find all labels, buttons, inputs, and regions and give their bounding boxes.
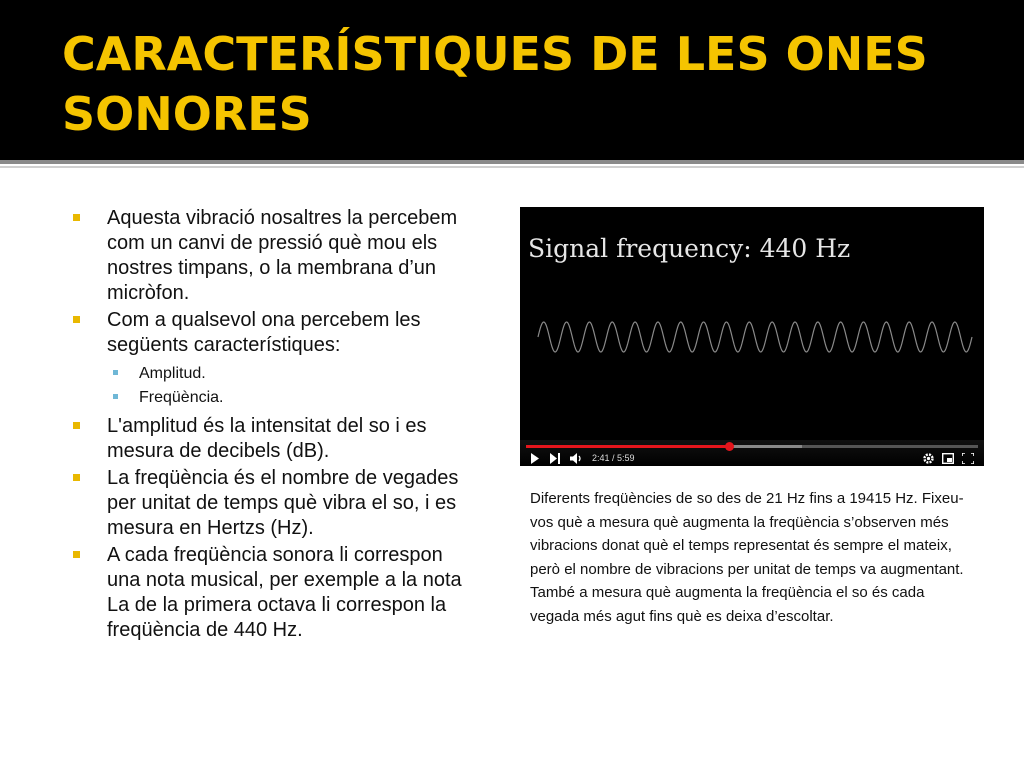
bullet-marker-icon: [73, 214, 80, 221]
bullet-text: La freqüència és el nombre de vegades per unitat de temps què vibra el so, i es mesura en Hertzs (Hz).: [107, 467, 459, 539]
header-divider: [0, 160, 1024, 164]
bullet-item: [70, 206, 480, 306]
video-controls: [520, 440, 984, 466]
bullet-text: Com a qualsevol ona percebem les següents característiques:: [107, 309, 421, 356]
sub-bullet-text: Amplitud.: [139, 365, 206, 382]
sine-wave: [520, 307, 984, 367]
video-frame-title: Signal frequency: 440 Hz: [528, 234, 851, 263]
sub-bullet-item: [107, 362, 480, 386]
next-icon[interactable]: [550, 453, 561, 464]
sub-bullet-marker-icon: [113, 370, 118, 375]
sub-bullet-marker-icon: [113, 394, 118, 399]
bullet-item: [70, 543, 480, 643]
bullet-marker-icon: [73, 551, 80, 558]
header-divider-thin: [0, 166, 1024, 168]
miniplayer-icon[interactable]: [942, 453, 954, 464]
fullscreen-icon[interactable]: [962, 453, 974, 464]
video-caption: Diferents freqüències de so des de 21 Hz fins a 19415 Hz. Fixeu-vos què a mesura què augmenta la freqüència s’observen més vibracions donat què el temps representat és sempre el mateix, però el nombre de vibracions per unitat de temps va augmentant. També a mesura què augmenta la freqüència el so és cada vegada més agut fins què es deixa d’escoltar.: [530, 490, 964, 625]
bullet-marker-icon: [73, 422, 80, 429]
bullet-item: [70, 466, 480, 541]
bullet-text: Aquesta vibració nosaltres la percebem com un canvi de pressió què mou els nostres timpans, o la membrana d’un micròfon.: [107, 207, 458, 304]
sub-bullet-item: [107, 386, 480, 410]
sub-bullet-list: [107, 362, 480, 410]
bullet-item: [70, 414, 480, 464]
bullet-text: A cada freqüència sonora li correspon una nota musical, per exemple a la nota La de la primera octava li correspon la freqüència de 440 Hz.: [107, 544, 462, 641]
bullet-text: L'amplitud és la intensitat del so i es mesura de decibels (dB).: [107, 415, 427, 462]
bullet-list: [70, 206, 480, 645]
sub-bullet-text: Freqüència.: [139, 389, 224, 406]
progress-played: [526, 445, 729, 448]
volume-icon[interactable]: [570, 453, 584, 464]
slide-title: CARACTERÍSTIQUES DE LES ONES SONORES: [62, 27, 928, 141]
play-icon[interactable]: [530, 453, 540, 464]
settings-icon[interactable]: [923, 453, 934, 464]
bullet-item: [70, 308, 480, 410]
bullet-marker-icon: [73, 474, 80, 481]
progress-scrubber[interactable]: [725, 442, 734, 451]
video-player[interactable]: [520, 207, 984, 466]
time-display: 2:41 / 5:59: [592, 453, 635, 463]
title-bar: [0, 0, 1024, 160]
video-progress-bar[interactable]: [526, 445, 978, 448]
bullet-marker-icon: [73, 316, 80, 323]
